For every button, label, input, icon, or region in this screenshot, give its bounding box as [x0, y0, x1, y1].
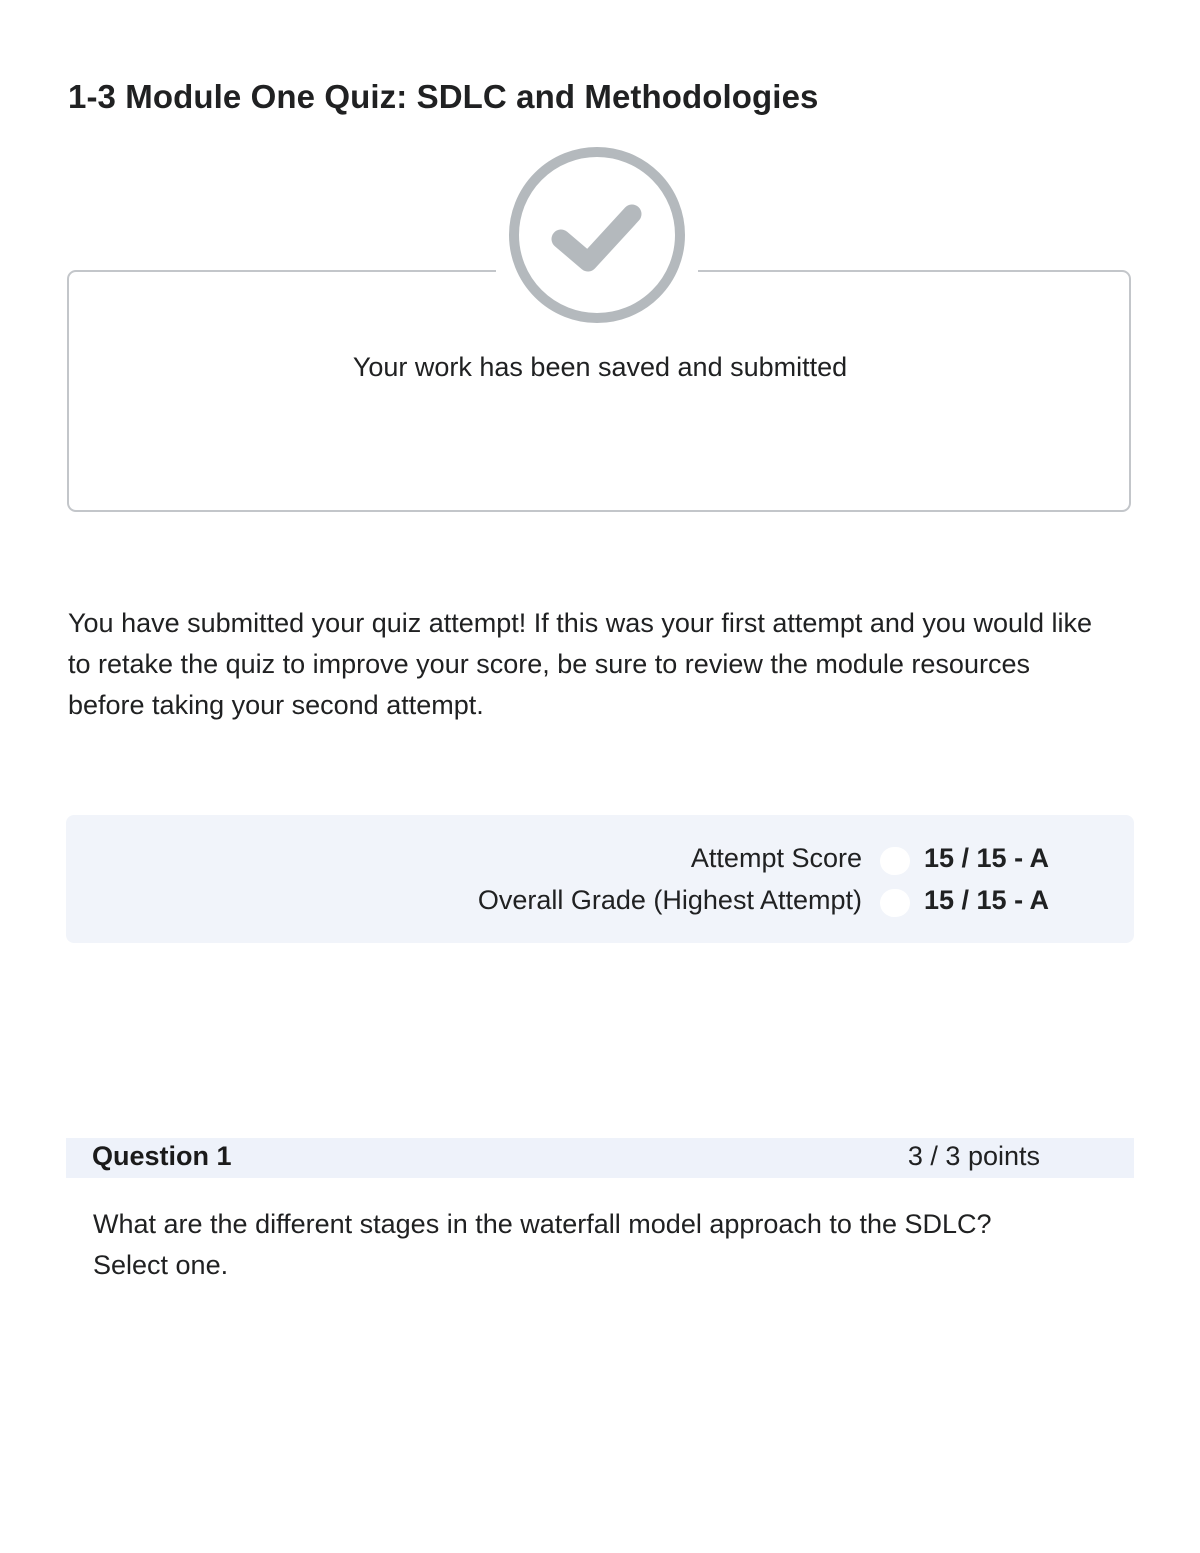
attempt-score-indicator — [880, 847, 910, 875]
check-circle-icon — [508, 146, 686, 324]
question-prompt-line: What are the different stages in the waterfall model approach to the SDLC? — [93, 1209, 992, 1239]
submission-message: Your work has been saved and submitted — [352, 352, 848, 382]
attempt-score-row — [66, 839, 1134, 879]
attempt-score-label: Attempt Score — [690, 843, 862, 873]
question-prompt — [93, 1204, 1093, 1286]
overall-grade-label: Overall Grade (Highest Attempt) — [477, 885, 862, 915]
overall-grade-row — [66, 881, 1134, 921]
page-title: 1-3 Module One Quiz: SDLC and Methodologies — [68, 78, 819, 115]
submission-badge — [496, 144, 698, 328]
question-points: 3 / 3 points — [907, 1141, 1040, 1171]
overall-grade-value: 15 / 15 - A — [924, 885, 1050, 915]
overall-grade-indicator — [880, 889, 910, 917]
question-header — [66, 1138, 1134, 1178]
question-title: Question 1 — [92, 1141, 232, 1171]
attempt-score-value: 15 / 15 - A — [924, 843, 1050, 873]
submission-info-text: You have submitted your quiz attempt! If this was your first attempt and you would like to retake the quiz to improve your score, be sure to review the module resources before taking your second attempt. — [68, 608, 1093, 720]
score-summary-panel — [66, 815, 1134, 943]
question-instruction: Select one. — [93, 1250, 229, 1280]
